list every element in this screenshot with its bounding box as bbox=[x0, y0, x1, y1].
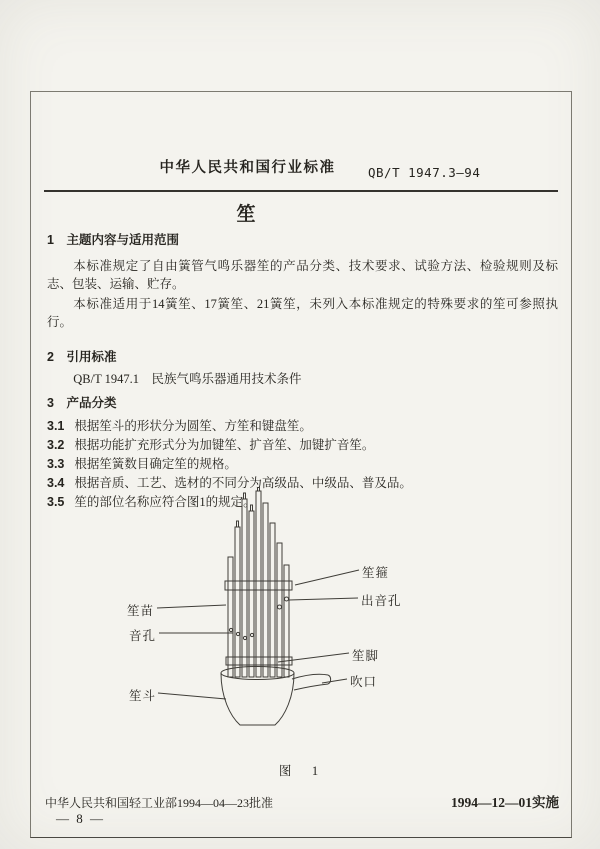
clause-number: 3.5 bbox=[47, 495, 65, 509]
clause-item bbox=[47, 455, 558, 474]
clause-text: 笙的部位名称应符合图1的规定。 bbox=[74, 495, 256, 509]
section-3-heading: 3 产品分类 bbox=[47, 395, 117, 410]
document-body bbox=[47, 231, 558, 512]
clause-number: 3.4 bbox=[47, 476, 65, 490]
sound-holes bbox=[229, 597, 288, 640]
clause-item bbox=[47, 417, 558, 436]
clause-item bbox=[47, 436, 558, 455]
clause-number: 3.1 bbox=[47, 419, 65, 433]
implementation-date: 1994—12—01实施 bbox=[451, 795, 559, 810]
approval-text: 中华人民共和国轻工业部1994—04—23批准 bbox=[45, 796, 274, 810]
figure-caption: 图 1 bbox=[278, 764, 323, 778]
label-finger-hole: 音孔 bbox=[129, 629, 157, 643]
clause-text: 根据功能扩充形式分为加键笙、扩音笙、加键扩音笙。 bbox=[74, 438, 375, 452]
label-sound-outlet-hole: 出音孔 bbox=[361, 594, 402, 608]
clause-number: 3.2 bbox=[47, 438, 65, 452]
sheng-pipes bbox=[228, 487, 289, 677]
clause-text: 根据笙斗的形状分为圆笙、方笙和键盘笙。 bbox=[74, 419, 312, 433]
clause-text: 根据音质、工艺、选材的不同分为高级品、中级品、普及品。 bbox=[74, 476, 412, 490]
label-sheng-foot: 笙脚 bbox=[352, 649, 380, 663]
figure-1 bbox=[45, 487, 556, 787]
section-1-paragraph-2: 本标准适用于14簧笙、17簧笙、21簧笙，未列入本标准规定的特殊要求的笙可参照执行。 bbox=[47, 296, 558, 329]
section-1-paragraph-1: 本标准规定了自由簧管气鸣乐器笙的产品分类、技术要求、试验方法、检验规则及标志、包装、运输、贮存。 bbox=[47, 258, 558, 291]
clause-text: 根据笙簧数目确定笙的规格。 bbox=[74, 457, 237, 471]
sheng-diagram bbox=[45, 487, 556, 787]
page-footer bbox=[45, 791, 559, 811]
label-sheng-hoop: 笙箍 bbox=[362, 566, 390, 580]
sheng-bowl bbox=[221, 667, 294, 726]
section-1-heading: 1 主题内容与适用范围 bbox=[47, 233, 179, 247]
standard-type-heading: 中华人民共和国行业标准 bbox=[159, 160, 336, 176]
label-sheng-pipe: 笙苗 bbox=[127, 604, 155, 618]
standard-number: QB/T 1947.3—94 bbox=[368, 165, 481, 180]
header-rule bbox=[44, 190, 558, 192]
section-2-heading: 2 引用标准 bbox=[47, 349, 117, 364]
label-mouthpiece: 吹口 bbox=[350, 675, 378, 689]
clause-number: 3.3 bbox=[47, 457, 65, 471]
document-title: 笙 bbox=[236, 204, 259, 225]
label-sheng-bowl: 笙斗 bbox=[129, 689, 157, 703]
page-number: — 8 — bbox=[56, 811, 105, 826]
referenced-standard: QB/T 1947.1 民族气鸣乐器通用技术条件 bbox=[73, 372, 302, 386]
